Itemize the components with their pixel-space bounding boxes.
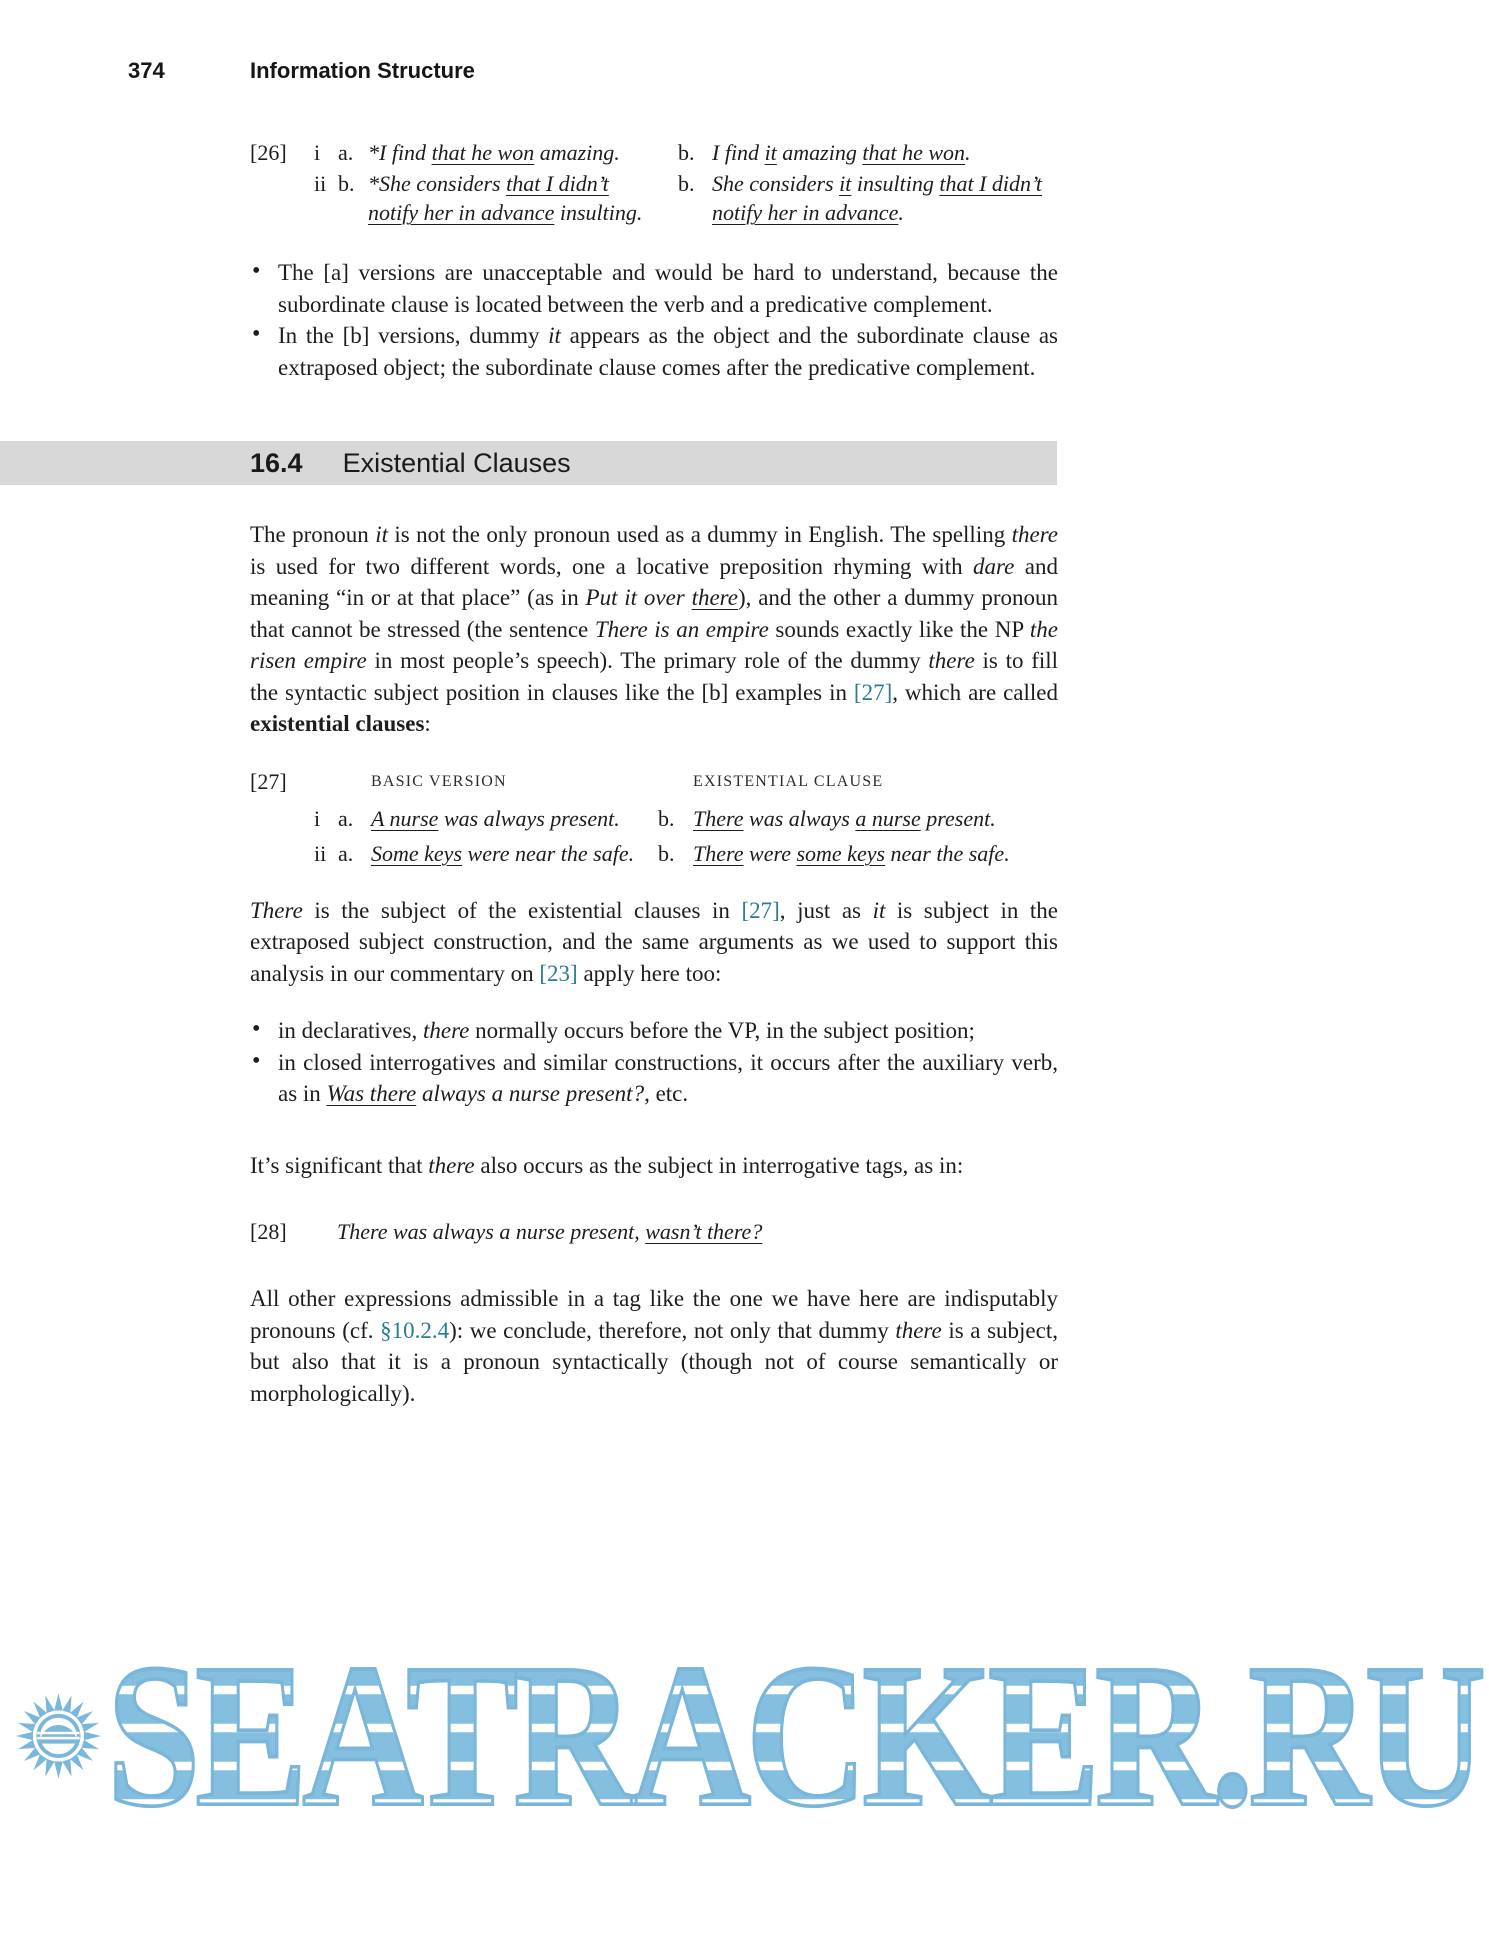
text-segment: [27] — [853, 679, 893, 705]
spacer — [250, 803, 314, 834]
bullet-item — [250, 1015, 1058, 1047]
text-segment: is the subject of the existential clauses in — [302, 897, 742, 923]
page-content — [250, 138, 1058, 383]
text-segment: existential clauses — [250, 711, 425, 736]
page-number: 374 — [128, 58, 165, 83]
text-segment: apply here too: — [577, 960, 722, 986]
text-segment: There — [693, 840, 744, 866]
column-header-basic: BASIC VERSION — [371, 772, 507, 790]
text-segment: that he won — [431, 140, 535, 165]
text-segment: were — [743, 840, 797, 866]
example-sentence — [368, 138, 678, 167]
text-segment: . — [965, 140, 971, 165]
text-segment: always a nurse present? — [416, 1081, 645, 1106]
text-segment: is to fill the syntactic subject position in clauses like the [b] examples in — [250, 648, 1059, 705]
text-segment: ): we conclude, therefore, not only that dummy — [449, 1317, 896, 1343]
text-segment: There — [250, 897, 303, 923]
text-segment: and meaning “in or at that place” (as in — [250, 553, 1058, 610]
example-row-numeral: ii — [314, 840, 327, 866]
bullet-item — [250, 257, 1058, 320]
text-segment: present. — [920, 805, 996, 831]
bullet-item — [250, 1047, 1058, 1110]
example-sentence — [712, 169, 1058, 227]
example-row-numeral: i — [314, 140, 321, 165]
text-segment: amazing. — [534, 140, 620, 165]
example-letter: a. — [338, 840, 354, 866]
text-segment: in closed interrogatives and similar constructions, it occurs after the auxiliary verb, as in — [278, 1049, 1058, 1106]
text-segment: All other expressions admissible in a tag like the one we have here are indisputably pronouns (cf. — [250, 1286, 1058, 1343]
text-segment: insulting — [851, 171, 940, 196]
column-header-existential: EXISTENTIAL CLAUSE — [693, 772, 884, 790]
example-letter: a. — [338, 140, 354, 165]
example-sentence — [371, 803, 658, 834]
example-label: [26] — [250, 140, 287, 165]
text-segment: The [a] versions are unacceptable and would be hard to understand, because the subordinate clause is located between the verb and a predicative complement. — [278, 260, 1058, 317]
text-segment: . — [898, 200, 904, 225]
text-segment: amazing — [776, 140, 863, 165]
bullet-item — [250, 320, 1058, 383]
example-sentence — [693, 803, 1058, 834]
spacer — [250, 838, 314, 869]
text-segment: that I didn’t notify her in advance — [712, 171, 1043, 225]
text-segment: also occurs as the subject in interrogative tags, as in: — [474, 1152, 964, 1178]
example-row-numeral: ii — [314, 171, 327, 196]
text-segment: , etc. — [644, 1081, 689, 1106]
text-segment: there — [422, 1018, 470, 1043]
text-segment: there — [1011, 522, 1058, 547]
text-segment: there — [691, 585, 738, 610]
section-heading — [0, 441, 1057, 485]
text-segment: it — [764, 140, 777, 165]
text-segment: near the safe. — [885, 840, 1010, 866]
text-segment: that I didn’t notify her in advance — [368, 171, 609, 225]
text-segment: that he won — [862, 140, 966, 165]
paragraph — [250, 519, 1058, 740]
text-segment: were near the safe. — [462, 840, 635, 866]
text-segment: : — [424, 711, 431, 736]
text-segment: Was there — [326, 1081, 417, 1106]
text-segment: some keys — [796, 840, 886, 866]
example-sentence — [337, 1217, 1058, 1247]
example-label: [28] — [250, 1219, 287, 1244]
text-segment: There — [693, 805, 744, 831]
section-number: 16.4 — [250, 447, 303, 478]
commentary-list-26 — [250, 257, 1058, 383]
text-segment: *She considers — [368, 171, 507, 196]
example-letter: b. — [658, 840, 675, 866]
text-segment: there — [895, 1317, 942, 1343]
text-segment: dare — [973, 553, 1015, 579]
text-segment: normally occurs before the VP, in the subject position; — [469, 1018, 975, 1043]
spacer — [314, 766, 338, 799]
text-segment: it — [839, 171, 852, 196]
example-sentence — [371, 838, 658, 869]
text-segment: §10.2.4 — [380, 1317, 450, 1343]
text-segment: a nurse — [855, 805, 921, 831]
running-header — [128, 58, 1489, 84]
text-segment: in most people’s speech). The primary role of the dummy — [366, 648, 929, 673]
text-segment: is a subject, but also that it is a pronoun syntactically (though not of course semantically or morphologically). — [250, 1317, 1058, 1406]
text-segment: Some keys — [371, 840, 463, 866]
text-segment: insulting. — [554, 200, 643, 225]
example-27 — [250, 766, 1058, 869]
text-segment: is not the only pronoun used as a dummy in English. The spelling — [387, 522, 1012, 547]
spacer — [658, 766, 693, 799]
text-segment: A nurse — [371, 805, 439, 831]
text-segment: sounds exactly like the NP — [768, 616, 1030, 642]
text-segment: I find — [712, 140, 765, 165]
example-sentence — [693, 838, 1058, 869]
text-segment: appears as the object and the subordinate clause as extraposed object; the subordinate clause comes after the predicative complement. — [278, 323, 1059, 380]
text-segment: is subject in the extraposed subject construction, and the same arguments as we used to support this analysis in our commentary on — [250, 897, 1059, 986]
example-letter: b. — [678, 171, 695, 196]
spacer — [250, 169, 314, 227]
text-segment: [23] — [539, 960, 578, 986]
example-28 — [250, 1217, 1058, 1247]
example-26 — [250, 138, 1058, 227]
text-segment: it — [548, 323, 561, 348]
paragraph — [250, 1150, 1058, 1182]
text-segment: There is an empire — [594, 616, 769, 642]
commentary-list-27 — [250, 1015, 1058, 1110]
text-segment: ), and the other a dummy pronoun that cannot be stressed (the sentence — [250, 585, 1058, 642]
page-content-lower — [250, 519, 1058, 1409]
sun-icon — [16, 1638, 101, 1834]
watermark — [16, 1621, 1481, 1849]
text-segment: in declaratives, — [278, 1018, 423, 1043]
text-segment: there — [428, 1152, 475, 1178]
text-segment: *I find — [368, 140, 432, 165]
text-segment: , which are called — [892, 679, 1058, 705]
text-segment: it — [375, 522, 388, 547]
text-segment: , just as — [779, 897, 873, 923]
section-title: Existential Clauses — [342, 447, 571, 478]
spacer — [338, 766, 371, 799]
text-segment: the risen empire — [250, 616, 1058, 673]
text-segment: In the [b] versions, dummy — [278, 323, 549, 348]
text-segment: The pronoun — [250, 522, 376, 547]
text-segment: is used for two different words, one a locative preposition rhyming with — [250, 553, 974, 579]
paragraph — [250, 1283, 1058, 1409]
text-segment: It’s significant that — [250, 1152, 429, 1178]
text-segment: [27] — [741, 897, 780, 923]
text-segment: Put it over — [585, 585, 692, 610]
example-row-numeral: i — [314, 805, 321, 831]
watermark-text: SEATRACKER.RU — [107, 1618, 1481, 1853]
example-sentence — [368, 169, 678, 227]
running-title: Information Structure — [250, 58, 475, 83]
text-segment: there — [928, 648, 975, 673]
text-segment: wasn’t there? — [645, 1219, 763, 1244]
text-segment: was always — [743, 805, 856, 831]
example-sentence — [712, 138, 1058, 167]
example-letter: b. — [678, 140, 695, 165]
text-segment: She considers — [712, 171, 840, 196]
text-segment: There was always a nurse present, — [337, 1219, 646, 1244]
text-segment: was always present. — [438, 805, 620, 831]
example-letter: a. — [338, 805, 354, 831]
example-letter: b. — [338, 171, 355, 196]
example-letter: b. — [658, 805, 675, 831]
text-segment: it — [872, 897, 886, 923]
example-label: [27] — [250, 768, 287, 794]
paragraph — [250, 895, 1058, 990]
